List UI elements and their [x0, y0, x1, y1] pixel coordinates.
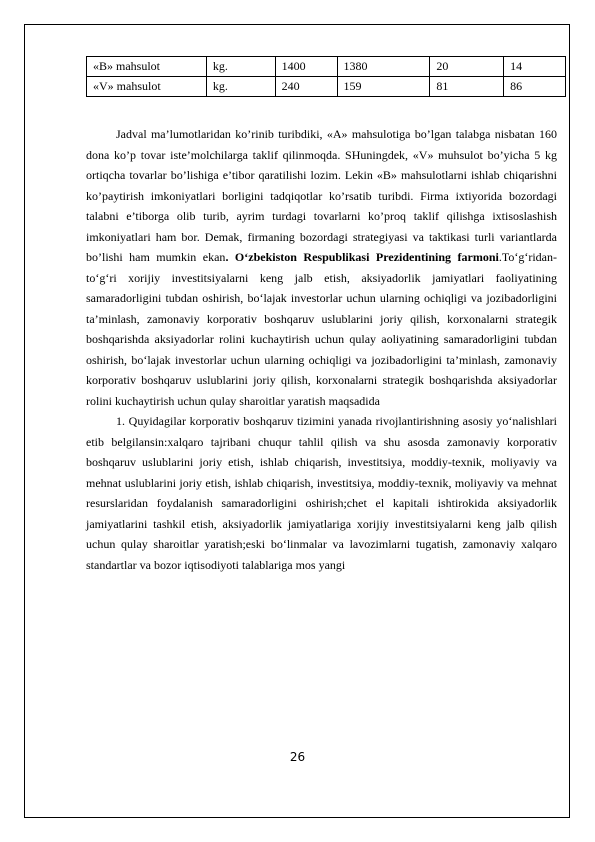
table-cell: 159 — [337, 77, 430, 97]
table-cell: 20 — [430, 57, 504, 77]
decree-title: . O‘zbekiston Respublikasi Prezidentining farmoni — [225, 250, 499, 264]
paragraph-1-continuation: .To‘g‘ridan-to‘g‘ri xorijiy investitsiyalarni keng jalb etish, aksiyadorlik jamiyatlari faoliyatining samaradorligini tubdan oshirish, bo‘lajak investorlar uchun ularning ochiqligi va jozibadorligini ta’minlash, zamonaviy korporativ boshqaruv uslublarini joriy qilish, korxonalarni strategik boshqarishda aksiyadorlar rolini kuchaytirish uchun qulay aoliyatining samaradorligini tubdan oshirish, bo‘lajak investorlar uchun ularning ochiqligi va jozibadorligini ta’minlash, zamonaviy korporativ boshqaruv uslublarini joriy qilish, korxonalarni strategik boshqarishda aksiyadorlar rolini kuchaytirish uchun qulay sharoitlar yaratish maqsadida — [86, 250, 557, 408]
table-cell: kg. — [206, 57, 275, 77]
table-row — [87, 57, 566, 77]
data-table — [86, 56, 566, 97]
table-cell: 14 — [504, 57, 566, 77]
table-row — [87, 77, 566, 97]
body-text — [86, 124, 557, 575]
table-cell: 240 — [275, 77, 337, 97]
table-cell: 86 — [504, 77, 566, 97]
table-cell: 1400 — [275, 57, 337, 77]
table-cell: «V» mahsulot — [87, 77, 207, 97]
page-number: 26 — [289, 750, 306, 764]
paragraph-2: 1. Quyidagilar korporativ boshqaruv tizimini yanada rivojlantirishning asosiy yo‘nalishlari etib belgilansin:xalqaro tajribani chuqur tahlil qilish va shu asosda zamonaviy korporativ boshqaruv uslublarini joriy etish, ishlab chiqarish, investitsiya, moddiy-texnik, moliyaviy va mehnat uslublarini joriy etish, ishlab chiqarish, investitsiya, moddiy-texnik, moliyaviy va mehnat resurslaridan foydalanish samaradorligini oshirish;chet el kapitali ishtirokida aksiyadorlik jamiyatlarini tashkil etish, aksiyadorlik jamiyatlariga xorijiy investitsiyalarni keng jalb qilish uchun qulay sharoitlar yaratish;eski bo‘linmalar va lavozimlarni tugatish, zamonaviy xalqaro standartlar va bozor iqtisodiyoti talablariga mos yangi — [86, 414, 557, 572]
paragraph-1 — [86, 124, 557, 411]
table-cell: 81 — [430, 77, 504, 97]
table-cell: 1380 — [337, 57, 430, 77]
paragraph-1-text: Jadval ma’lumotlaridan ko’rinib turibdiki, «A» mahsulotiga bo’lgan talabga nisbatan 160 dona ko’p tovar iste’molchilarga taklif qilinmoqda. SHuningdek, «V» muhsulot bo’yicha 5 kg ortiqcha tovarlar bo’lishiga e’tibor qaratilishi lozim. Lekin «B» mahsulotlarni ishlab chiqarishni ko’paytirish imkoniyatlari borligini tadqiqotlar ko’rsatib turibdi. Firma ixtiyorida bozordagi talabni e’tiborga olib turib, ayrim turdagi tovarlarni ko’proq taklif qilishga ixtisoslashish imkoniyatlari ham bor. Demak, firmaning bozordagi strategiyasi va taktikasi turli variantlarda bo’lishi ham mumkin ekan — [86, 127, 557, 264]
table-cell: «B» mahsulot — [87, 57, 207, 77]
table-cell: kg. — [206, 77, 275, 97]
